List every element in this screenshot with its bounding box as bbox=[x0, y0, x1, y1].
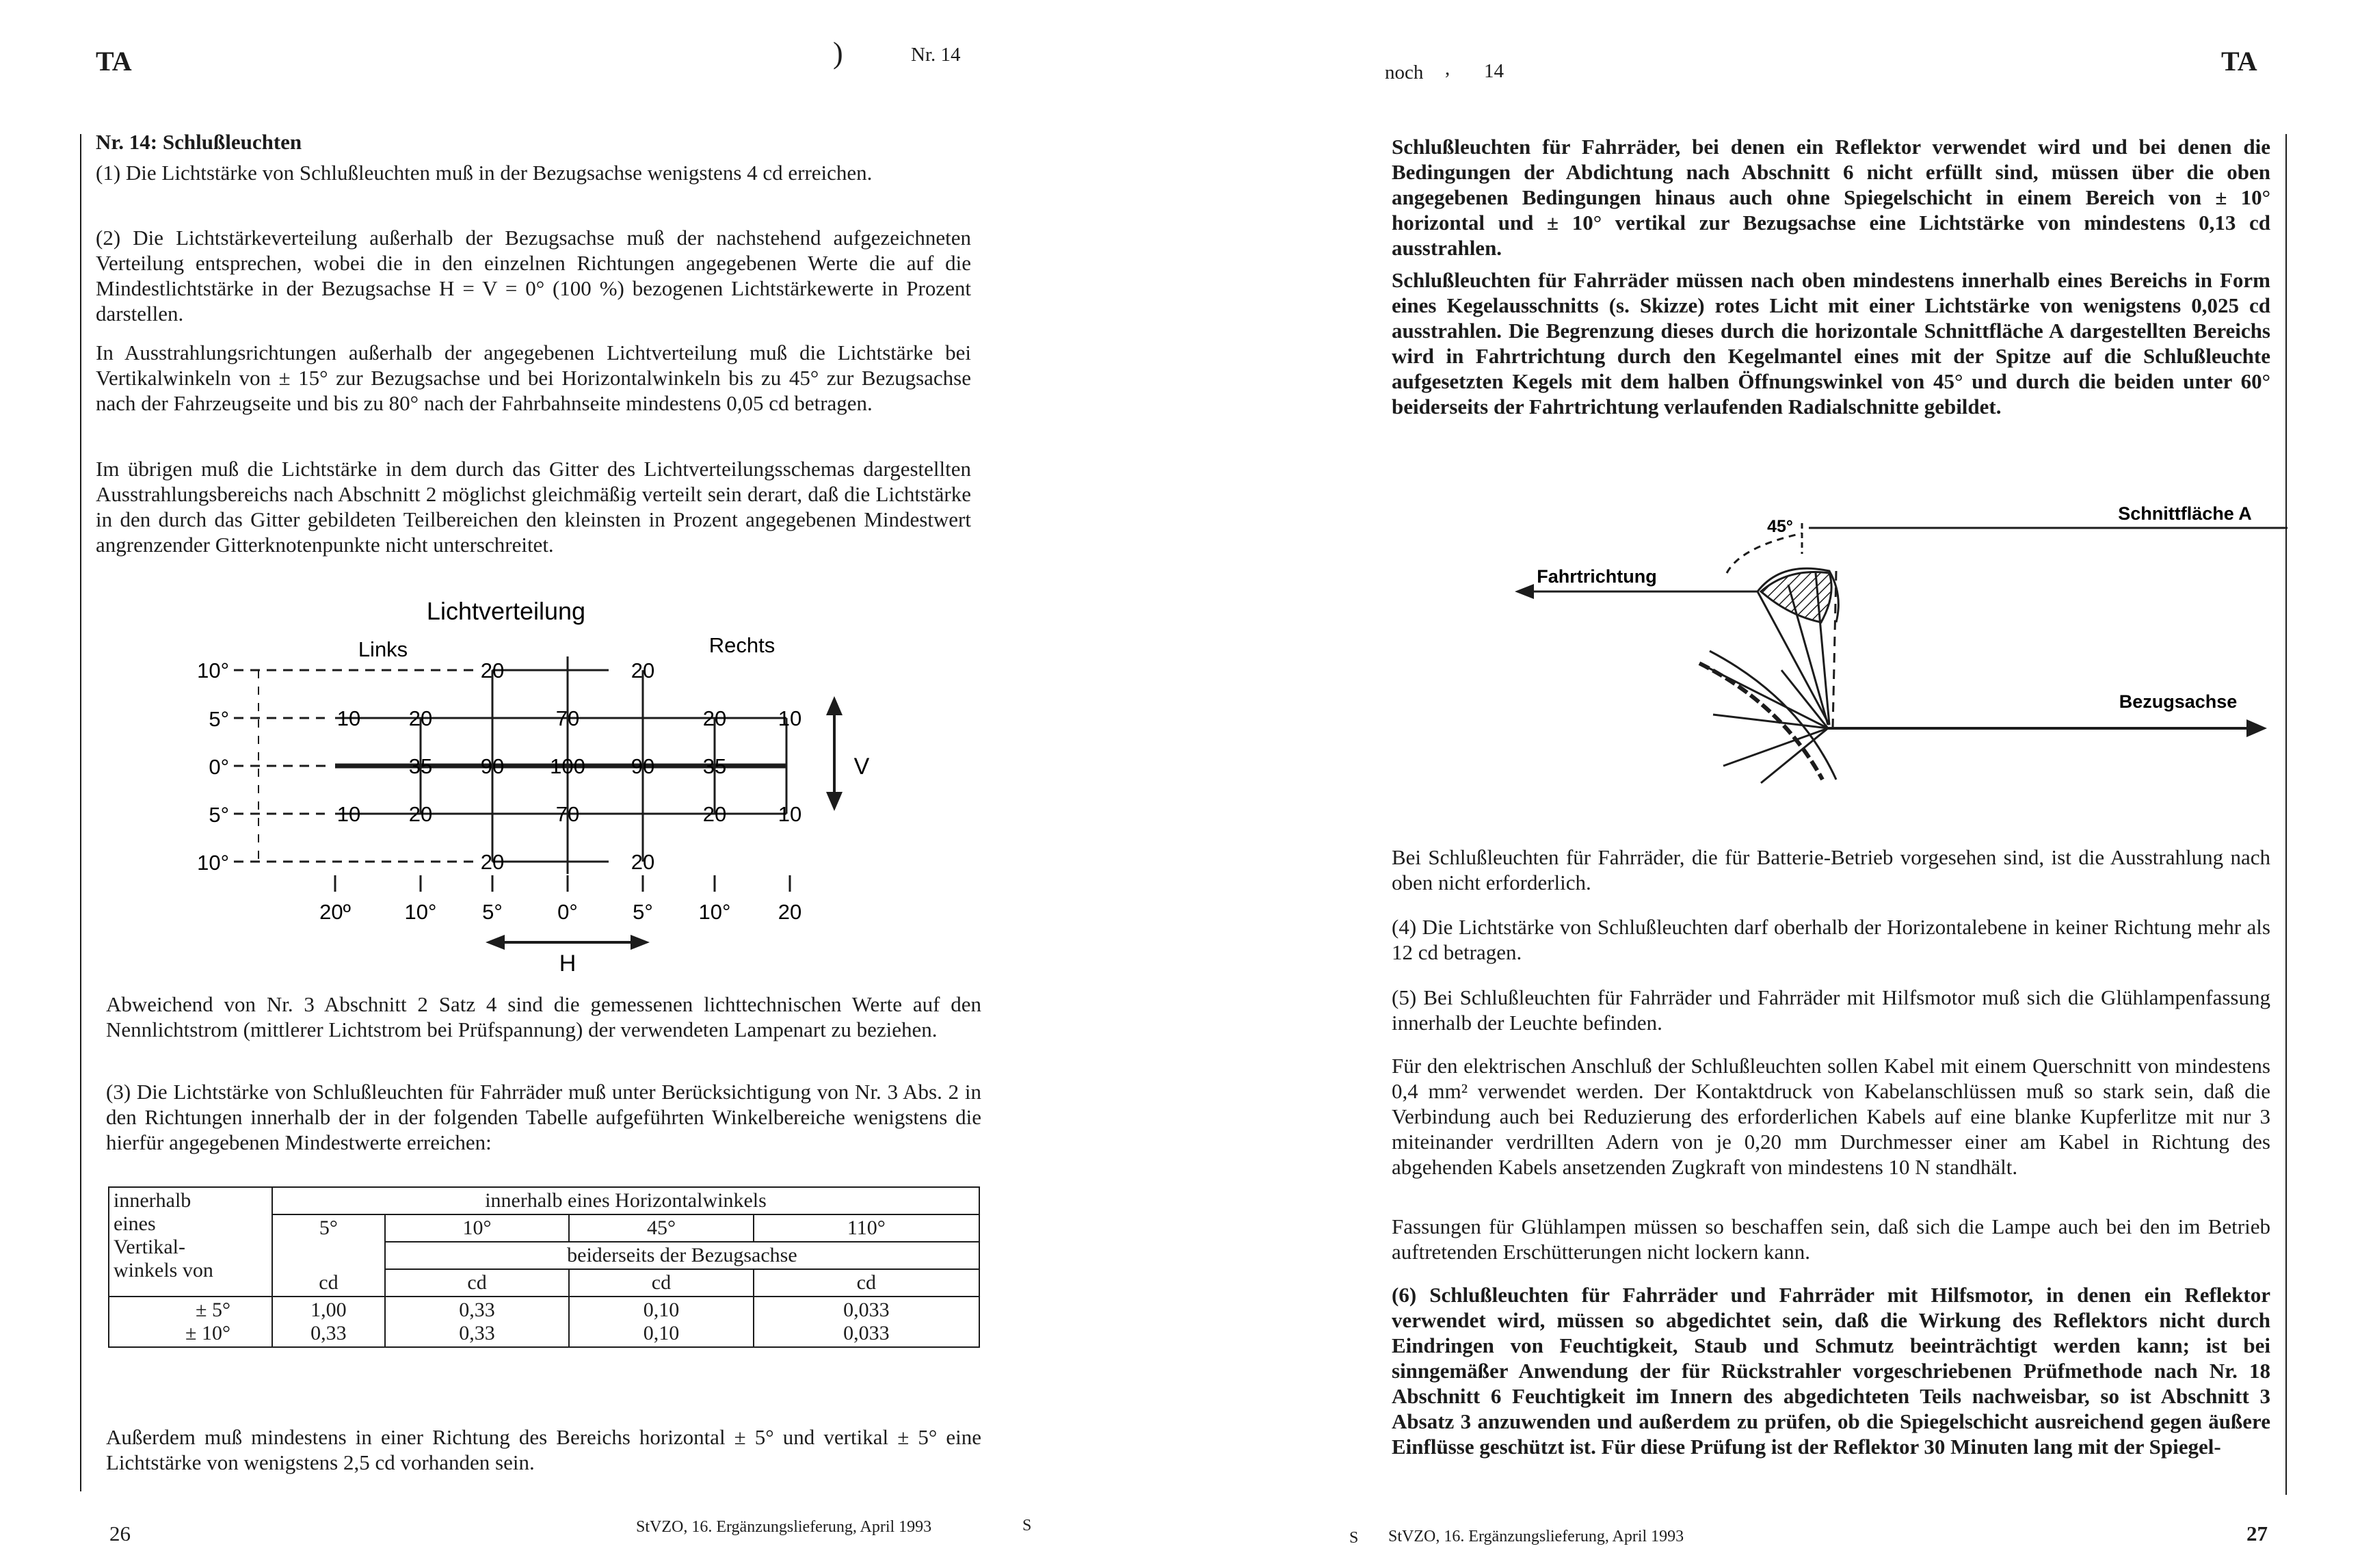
light-distribution-diagram bbox=[197, 594, 889, 976]
label-schnittflaeche: Schnittfläche A bbox=[2118, 503, 2252, 524]
corner-line: winkels von bbox=[114, 1259, 213, 1281]
value-label: 20 bbox=[480, 659, 505, 682]
paragraph-4: (4) Die Lichtstärke von Schlußleuchten darf oberhalb der Horizontalebene in keiner Richtung mehr als 12 cd betragen. bbox=[1392, 915, 2270, 964]
bezugsachse-arrowhead bbox=[2246, 719, 2267, 737]
value-label: 70 bbox=[555, 706, 580, 730]
angle-header: 10° bbox=[385, 1214, 569, 1242]
value-label: 20 bbox=[631, 850, 655, 874]
value-label: 10 bbox=[778, 802, 802, 826]
vertical-arrow bbox=[826, 696, 843, 811]
value-label: 35 bbox=[702, 754, 727, 778]
value-label: 10 bbox=[336, 802, 361, 826]
row-label: 5° bbox=[209, 707, 229, 731]
corner-line: eines bbox=[114, 1212, 156, 1235]
table-span-header: innerhalb eines Horizontalwinkels bbox=[272, 1187, 979, 1214]
margin-rule bbox=[80, 134, 81, 1491]
table-cell bbox=[754, 1297, 979, 1347]
table-cell bbox=[385, 1297, 569, 1347]
row-label: 5° bbox=[209, 803, 229, 827]
value-label: 90 bbox=[480, 754, 505, 778]
table-sub-header: beiderseits der Bezugsachse bbox=[385, 1242, 979, 1269]
column-ticks bbox=[335, 875, 790, 892]
table-cell bbox=[272, 1297, 385, 1347]
unit-label: cd bbox=[319, 1271, 339, 1294]
column-label: 0° bbox=[557, 900, 578, 924]
unit-header: cd bbox=[385, 1269, 569, 1297]
value-label: 20 bbox=[408, 802, 433, 826]
cell-value: 0,033 bbox=[843, 1299, 890, 1321]
paragraph-7: Fassungen für Glühlampen müssen so beschaffen sein, daß sich die Lampe auch bei den im Betrieb auftretenden Erschütterungen nicht lockern kann. bbox=[1392, 1214, 2270, 1264]
paragraph-7: Außerdem muß mindestens in einer Richtung des Bereichs horizontal ± 5° und vertikal ± 5° eine Lichtstärke von wenigstens 2,5 cd vorhanden sein. bbox=[106, 1425, 981, 1474]
paragraph-5: Abweichend von Nr. 3 Abschnitt 2 Satz 4 sind die gemessenen lichttechnischen Werte auf den Nennlichtstrom (mittlerer Lichtstrom bei Prüfspannung) der verwendeten Lampenart zu beziehen. bbox=[106, 992, 981, 1041]
paragraph-1: (1) Die Lichtstärke von Schlußleuchten muß in der Bezugsachse wenigstens 4 cd erreichen. bbox=[96, 161, 873, 185]
unit-header: cd bbox=[754, 1269, 979, 1297]
page-number: 26 bbox=[109, 1522, 131, 1545]
corner-line: Vertikal- bbox=[114, 1236, 185, 1258]
margin-rule bbox=[2285, 134, 2287, 1495]
header-noch: noch bbox=[1385, 62, 1424, 83]
table-cell bbox=[569, 1297, 753, 1347]
paragraph-1: Schlußleuchten für Fahrräder, bei denen ein Reflektor verwendet wird und bei denen die Bedingungen der Abdichtung nach Abschnitt 6 nicht erfüllt sind, müssen über die oben angegebenen Bedingungen hinaus auch ohne Spiegelschicht in einem Bereich von ± 10° horizontal und ± 10° vertikal zur Bezugsachse eine Lichtstärke von mindestens 0,13 cd ausstrahlen. bbox=[1392, 135, 2270, 260]
section-title: Nr. 14: Schlußleuchten bbox=[96, 130, 302, 154]
paragraph-3: In Ausstrahlungsrichtungen außerhalb der angegebenen Lichtverteilung muß die Lichtstärke bei Vertikalwinkeln von ± 15° zur Bezugsachse und bei Horizontalwinkeln bis zu 45° zur Bezugsachse nach der Fahrzeugseite und bis zu 80° nach der Fahrbahnseite mindestens 0,05 cd betragen. bbox=[96, 341, 971, 415]
table-corner-header bbox=[109, 1187, 272, 1297]
footer-mark: S bbox=[1349, 1529, 1359, 1547]
header-ta: TA bbox=[96, 46, 132, 77]
value-label: 10 bbox=[336, 706, 361, 730]
header-mark: , bbox=[1445, 57, 1450, 79]
paragraph-6: (3) Die Lichtstärke von Schlußleuchten für Fahrräder muß unter Berücksichtigung von Nr. 3 Abs. 2 in den Richtungen innerhalb der in der folgenden Tabelle aufgeführten Winkelbereiche wenigstens die hierfür angegebenen Mindestwerte erreichen: bbox=[106, 1080, 981, 1154]
paragraph-2: (2) Die Lichtstärkeverteilung außerhalb der Bezugsachse muß der nachstehend aufgezeichneten Verteilung entsprechen, wobei die in den einzelnen Richtungen angegebenen Werte die auf die Mindestlichtstärke in der Bezugsachse H = V = 0° (100 %) bezogenen Lichtstärkewerte in Prozent darstellen. bbox=[96, 226, 971, 325]
value-label: 20 bbox=[480, 850, 505, 874]
label-bezugsachse: Bezugsachse bbox=[2119, 691, 2238, 712]
column-label: 10° bbox=[404, 900, 437, 924]
axis-label-v: V bbox=[853, 754, 870, 780]
footer-text: StVZO, 16. Ergänzungslieferung, April 1993 bbox=[1388, 1528, 1684, 1545]
column-label: 5° bbox=[482, 900, 503, 924]
cell-value: 0,033 bbox=[843, 1322, 890, 1344]
value-label: 70 bbox=[555, 802, 580, 826]
row-label: 10° bbox=[197, 659, 229, 682]
header-mark: ) bbox=[833, 36, 843, 70]
paragraph-4: Im übrigen muß die Lichtstärke in dem durch das Gitter des Lichtverteilungsschemas dargestellten Ausstrahlungsbereichs nach Abschnitt 2 möglichst gleichmäßig verteilt sein derart, daß die Lichtstärke in den durch das Gitter gebildeten Teilbereichen den kleinsten in Prozent angegebenen Mindestwert angrenzender Gitterknotenpunkte nicht unterschreitet. bbox=[96, 457, 971, 557]
angle-label: 5° bbox=[319, 1217, 338, 1239]
value-label: 100 bbox=[550, 754, 585, 778]
paragraph-5: (5) Bei Schlußleuchten für Fahrräder und Fahrräder mit Hilfsmotor muß sich die Glühlampenfassung innerhalb der Leuchte befinden. bbox=[1392, 985, 2270, 1035]
unit-header: cd bbox=[569, 1269, 753, 1297]
label-angle: 45° bbox=[1767, 517, 1793, 536]
value-label: 20 bbox=[702, 706, 727, 730]
value-label: 20 bbox=[631, 659, 655, 682]
column-label: 20º bbox=[319, 900, 351, 924]
paragraph-8: (6) Schlußleuchten für Fahrräder und Fahrräder mit Hilfsmotor, in denen ein Reflektor verwendet wird, müssen so abgedichtet sein, daß die Wirkung des Reflektors nicht durch Eindringen von Feuchtigkeit, Staub und Schmutz beeinträchtigt werden kann; ist bei sinngemäßer Anwendung der für Rückstrahler vorgeschriebenen Prüfmethode nach Nr. 18 Abschnitt 6 Feuchtigkeit im Innern des abgedichteten Teils nachweisbar, so ist Abschnitt 3 Absatz 3 anzuwenden und außerdem zu prüfen, ob die Spiegelschicht ausreichend gegen äußere Einflüsse geschützt ist. Für diese Prüfung ist der Reflektor 30 Minuten lang mit der Spiegel- bbox=[1392, 1283, 2270, 1459]
page-number: 27 bbox=[2246, 1522, 2268, 1545]
header-ta: TA bbox=[2221, 46, 2257, 77]
header-number: Nr. 14 bbox=[911, 44, 961, 66]
value-label: 20 bbox=[702, 802, 727, 826]
fahrtrichtung-arrowhead bbox=[1515, 584, 1534, 599]
paragraph-6: Für den elektrischen Anschluß der Schlußleuchten sollen Kabel mit einem Querschnitt von mindestens 0,4 mm² verwendet werden. Der Kontaktdruck von Kabelanschlüssen muß so stark sein, daß die Verbindung auch bei Reduzierung des erforderlichen Kabels auf eine blanke Kupferlitze mit nur 3 miteinander verdrillten Adern von je 0,20 mm Durchmesser einer am Kabel in Richtung des abgehenden Kabels ansetzenden Zugkraft von mindestens 10 N standhält. bbox=[1392, 1054, 2270, 1179]
horizontal-arrow bbox=[486, 935, 650, 950]
sketch-lines bbox=[1520, 523, 2288, 783]
footer-text: StVZO, 16. Ergänzungslieferung, April 1993 bbox=[636, 1518, 932, 1536]
label-fahrtrichtung: Fahrtrichtung bbox=[1537, 566, 1657, 587]
cell-value: 0,10 bbox=[643, 1299, 680, 1321]
cell-value: 0,33 bbox=[459, 1322, 495, 1344]
cell-value: 0,10 bbox=[643, 1322, 680, 1344]
value-label: 20 bbox=[408, 706, 433, 730]
column-label: 5° bbox=[633, 900, 653, 924]
corner-line: innerhalb bbox=[114, 1189, 191, 1212]
column-labels bbox=[319, 900, 801, 924]
cell-value: 0,33 bbox=[459, 1299, 495, 1321]
value-label: 10 bbox=[778, 706, 802, 730]
footer-mark: S bbox=[1022, 1517, 1032, 1534]
paragraph-3: Bei Schlußleuchten für Fahrräder, die für Batterie-Betrieb vorgesehen sind, ist die Ausstrahlung nach oben nicht erforderlich. bbox=[1392, 845, 2270, 894]
right-page bbox=[1180, 0, 2360, 1568]
label-links: Links bbox=[358, 637, 408, 661]
table-row-labels bbox=[109, 1297, 272, 1347]
axis-label-h: H bbox=[559, 951, 576, 976]
angle-header: 110° bbox=[754, 1214, 979, 1242]
luminous-intensity-table bbox=[108, 1186, 980, 1348]
paragraph-2: Schlußleuchten für Fahrräder müssen nach oben mindestens innerhalb eines Bereichs in Form eines Kegelausschnitts (s. Skizze) rotes Licht mit einer Lichtstärke von wenigstens 0,025 cd ausstrahlen. Die Begrenzung dieses durch die horizontale Schnittfläche A dargestellten Bereichs wird in Fahrtrichtung durch den Kegelmantel eines mit der Spitze auf die Schlußleuchte aufgesetzten Kegels mit dem halben Öffnungswinkel von 45° und durch die beiden unter 60° beiderseits der Fahrtrichtung verlaufenden Radialschnitte gebildet. bbox=[1392, 268, 2270, 418]
cell-value: 0,33 bbox=[310, 1322, 347, 1344]
angle-5-header bbox=[272, 1214, 385, 1297]
row-label: ± 10° bbox=[185, 1322, 230, 1344]
row-label: 0° bbox=[209, 755, 229, 779]
value-label: 35 bbox=[408, 754, 433, 778]
header-number: 14 bbox=[1484, 60, 1504, 82]
row-label: ± 5° bbox=[196, 1299, 230, 1321]
diagram-title: Lichtverteilung bbox=[426, 597, 586, 625]
value-label: 90 bbox=[631, 754, 655, 778]
row-label: 10° bbox=[197, 851, 229, 875]
cone-sketch bbox=[1494, 492, 2281, 786]
column-label: 10° bbox=[698, 900, 731, 924]
angle-header: 45° bbox=[569, 1214, 753, 1242]
column-label: 20 bbox=[778, 900, 802, 924]
cell-value: 1,00 bbox=[310, 1299, 347, 1321]
label-rechts: Rechts bbox=[708, 633, 775, 657]
